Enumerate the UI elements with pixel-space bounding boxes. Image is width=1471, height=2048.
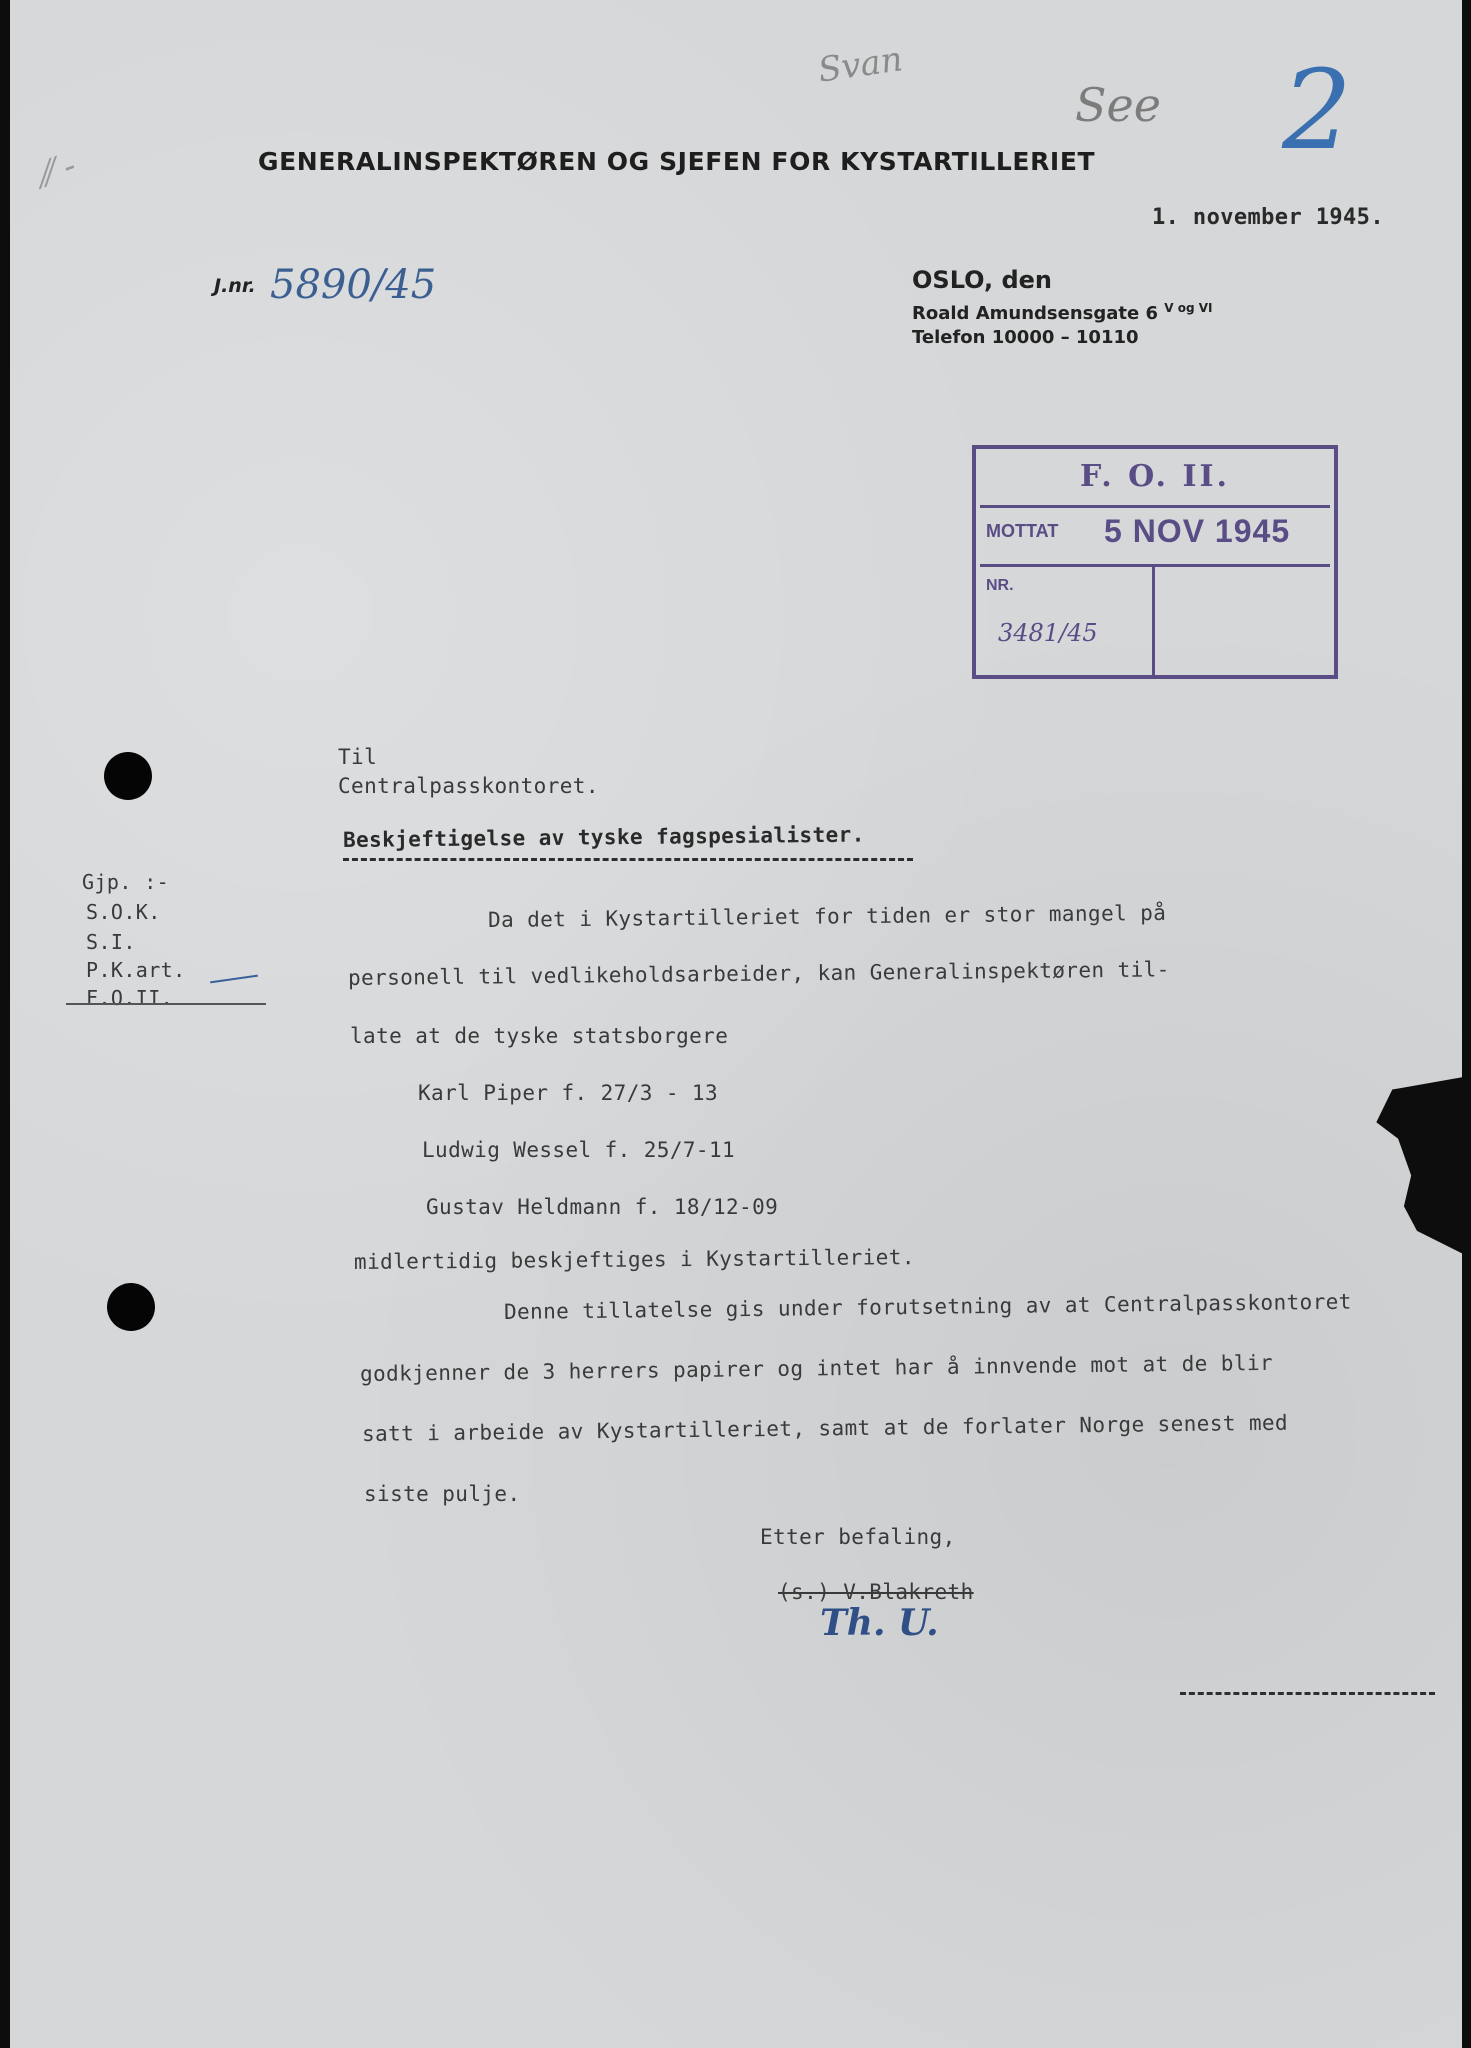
- person-entry: Gustav Heldmann f. 18/12-09: [426, 1195, 779, 1219]
- phone-line: Telefon 10000 – 10110: [912, 327, 1139, 348]
- paragraph-2-line: Denne tillatelse gis under forutsetning av at Centralpasskontoret: [503, 1289, 1352, 1324]
- pencil-note-see: See: [1075, 78, 1161, 132]
- stamp-received-date: 5 NOV 1945: [1104, 513, 1291, 549]
- distribution-item: S.I.: [86, 930, 136, 954]
- document-page: [10, 0, 1462, 2048]
- paragraph-1-line: late at de tyske statsborgere: [350, 1024, 729, 1048]
- address-line: [912, 301, 1213, 324]
- person-entry: Karl Piper f. 27/3 - 13: [418, 1081, 718, 1105]
- recipient-name: Centralpasskontoret.: [338, 774, 599, 798]
- punch-hole-bottom: [107, 1283, 155, 1331]
- pencil-note-top: Svan: [815, 39, 906, 91]
- received-stamp: [972, 445, 1338, 679]
- stamp-office: F. O. II.: [1080, 459, 1230, 494]
- paragraph-2-line: godkjenner de 3 herrers papirer og intet har å innvende mot at de blir: [359, 1350, 1274, 1386]
- city-line: OSLO, den: [912, 266, 1053, 294]
- paragraph-2-line: siste pulje.: [364, 1482, 521, 1506]
- closing-rule: [1180, 1692, 1435, 1695]
- typed-signature: (s.) V.Blakreth: [778, 1580, 974, 1604]
- person-entry: Ludwig Wessel f. 25/7-11: [422, 1138, 736, 1162]
- closing-phrase: Etter befaling,: [760, 1525, 956, 1549]
- distribution-item: P.K.art.: [86, 958, 186, 982]
- letterhead-title: GENERALINSPEKTØREN OG SJEFEN FOR KYSTARTILLERIET: [258, 147, 1096, 176]
- paragraph-2-line: satt i arbeide av Kystartilleriet, samt at de forlater Norge senest med: [361, 1410, 1289, 1446]
- stamp-number-label: NR.: [986, 577, 1014, 594]
- distribution-item: S.O.K.: [86, 900, 161, 924]
- recipient-prefix: Til: [338, 745, 378, 769]
- subject-line: Beskjeftigelse av tyske fagspesialister.: [342, 822, 865, 852]
- pencil-mark-left: ⁄⁄ -: [36, 145, 82, 195]
- handwritten-initials: Th. U.: [820, 1602, 939, 1644]
- address-text: Roald Amundsensgate 6: [912, 303, 1158, 324]
- paragraph-1-line: Da det i Kystartilleriet for tiden er stor mangel på: [487, 900, 1167, 932]
- address-floors: V og VI: [1164, 301, 1213, 315]
- distribution-item: Gjp. :-: [82, 870, 170, 894]
- paragraph-1-line: personell til vedlikeholdsarbeider, kan Generalinspektøren til-: [347, 957, 1170, 990]
- paragraph-1-end: midlertidig beskjeftiges i Kystartilleriet.: [353, 1245, 915, 1274]
- punch-hole-top: [104, 752, 152, 800]
- stamp-divider-2: [980, 564, 1330, 567]
- jnr-label: J.nr.: [214, 275, 256, 297]
- stamp-column-divider: [1152, 567, 1155, 675]
- jnr-number: 5890/45: [270, 262, 437, 308]
- subject-underline: [343, 858, 913, 861]
- letter-date: 1. november 1945.: [1152, 205, 1384, 230]
- distribution-item: F.O.II.: [86, 986, 174, 1010]
- stamp-number-value: 3481/45: [998, 619, 1098, 647]
- page-number: 2: [1282, 46, 1352, 174]
- stamp-received-label: MOTTAT: [986, 521, 1059, 541]
- stamp-divider-1: [980, 505, 1330, 508]
- distribution-underline: [66, 1003, 266, 1005]
